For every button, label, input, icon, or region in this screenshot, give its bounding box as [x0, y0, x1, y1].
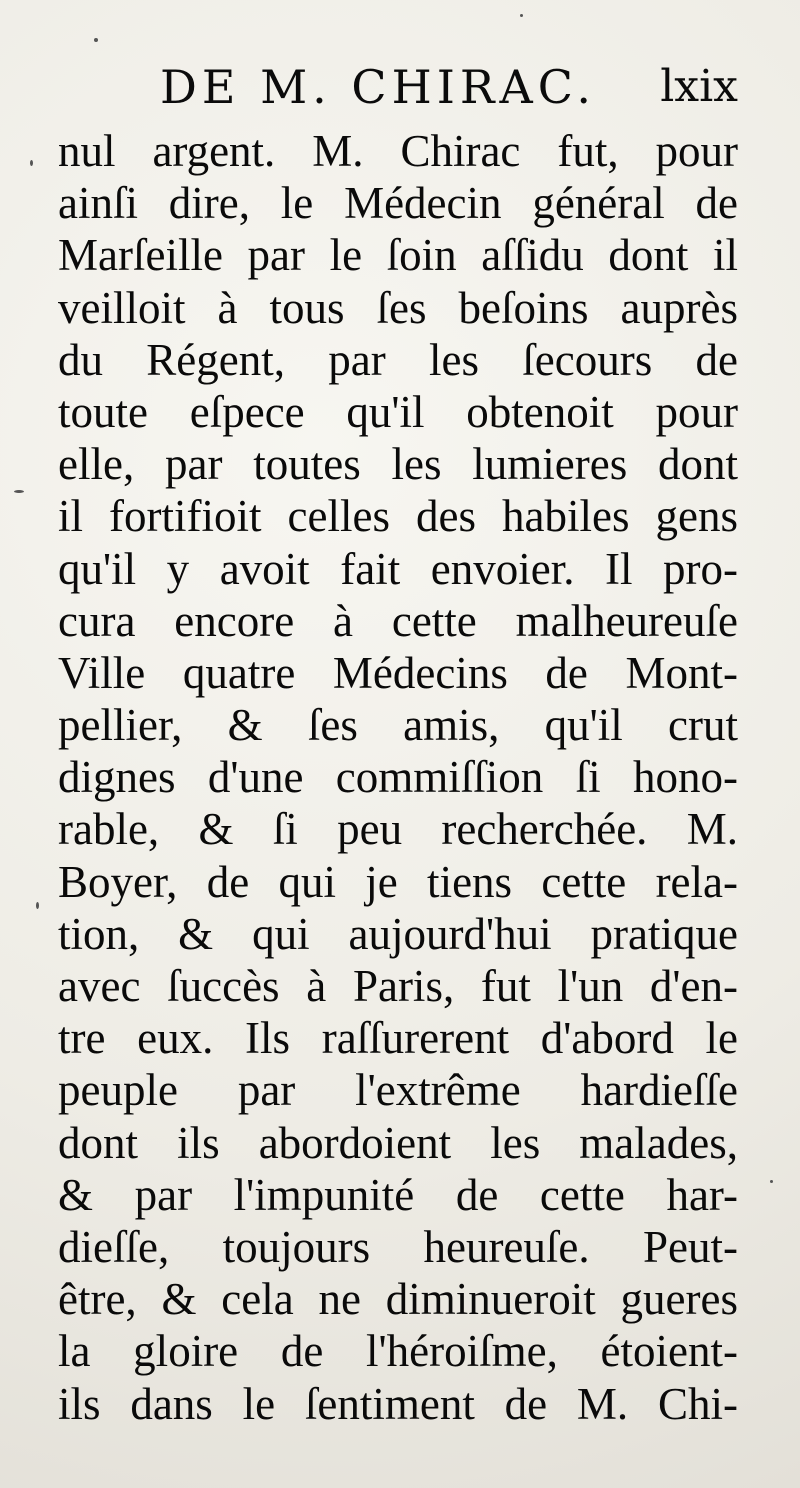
text-line: dignes d'une commiſſion ſi hono- [58, 752, 738, 803]
ink-speck [30, 160, 33, 166]
text-line: Boyer, de qui je tiens cette rela- [58, 856, 738, 907]
text-line: tion, & qui aujourd'hui pratique [58, 908, 738, 959]
text-line: du Régent, par les ſecours de [58, 334, 738, 385]
text-line: & par l'impunité de cette har- [58, 1169, 738, 1220]
text-line: ils dans le ſentiment de M. Chi- [58, 1378, 738, 1429]
ink-speck [770, 1180, 773, 1183]
text-line: qu'il y avoit fait envoier. Il pro- [58, 543, 738, 594]
text-line: Ville quatre Médecins de Mont- [58, 647, 738, 698]
text-line: pellier, & ſes amis, qu'il crut [58, 700, 738, 751]
text-line: dont ils abordoient les malades, [58, 1117, 738, 1168]
running-title: DE M. CHIRAC. [160, 60, 596, 114]
text-line: avec ſuccès à Paris, fut l'un d'en- [58, 961, 738, 1011]
text-line: toute eſpece qu'il obtenoit pour [58, 386, 738, 437]
text-line: dieſſe, toujours heureuſe. Peut- [58, 1221, 738, 1272]
ink-speck [36, 902, 39, 909]
text-line: ainſi dire, le Médecin général de [58, 178, 738, 229]
text-line: veilloit à tous ſes beſoins auprès [58, 282, 738, 333]
text-line: nul argent. M. Chirac fut, pour [58, 126, 738, 176]
text-line: peuple par l'extrême hardieſſe [58, 1065, 738, 1116]
text-line: rable, & ſi peu recherchée. M. [58, 804, 738, 855]
text-line: la gloire de l'héroiſme, étoient- [58, 1326, 738, 1377]
text-line: être, & cela ne diminueroit gueres [58, 1274, 738, 1325]
page-header [0, 52, 800, 122]
page-number: lxix [660, 61, 738, 112]
text-line: cura encore à cette malheureuſe [58, 595, 738, 646]
ink-speck [94, 38, 98, 42]
body-text [58, 125, 738, 1430]
text-line: tre eux. Ils raſſurerent d'abord le [58, 1013, 738, 1064]
ink-speck [520, 14, 523, 17]
text-line: Marſeille par le ſoin aſſidu dont il [58, 230, 738, 281]
text-line: il fortifioit celles des habiles gens [58, 491, 738, 542]
ink-speck [14, 490, 24, 493]
text-line: elle, par toutes les lumieres dont [58, 439, 738, 490]
